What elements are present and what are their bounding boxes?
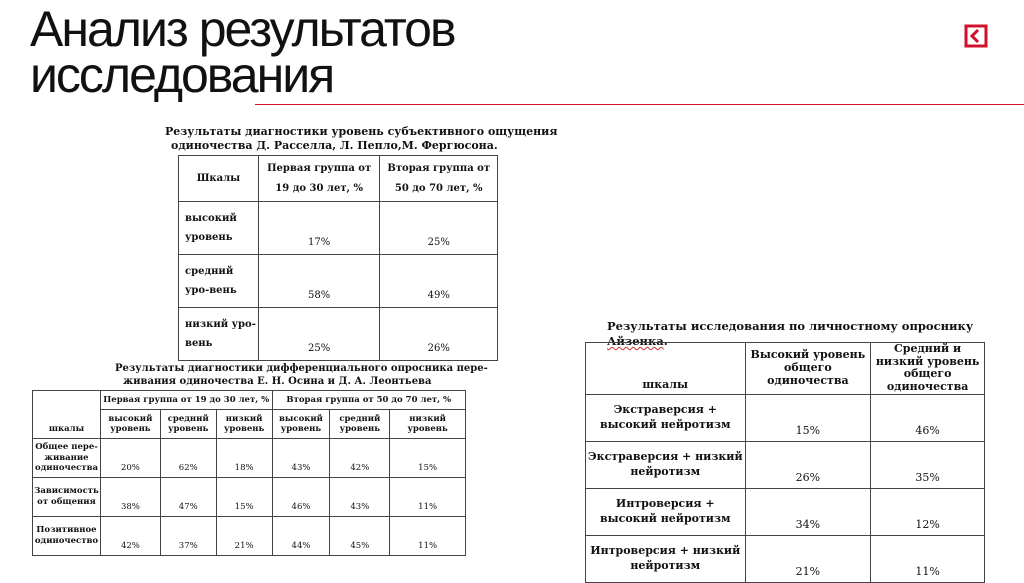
table2-cell: 43%	[272, 439, 330, 478]
table1-cell: 17%	[258, 202, 380, 255]
table3-cell: 46%	[871, 394, 985, 441]
table1-caption-line-2: одиночества Д. Расселла, Л. Пепло,М. Фергюсона.	[171, 139, 498, 153]
table3-caption-prefix: Результаты исследования по личностному опроснику	[607, 319, 974, 333]
table2-row-label: Общее пере-живание одиночества	[33, 439, 101, 478]
table1-row-label: низкий уро-вень	[179, 308, 259, 361]
table1-cell: 58%	[258, 255, 380, 308]
table2-row	[33, 478, 466, 517]
table1-header-scales: Шкалы	[179, 156, 259, 202]
table2-cell: 11%	[390, 517, 466, 556]
table3-row	[586, 441, 985, 488]
table1-header-row	[179, 156, 498, 202]
table2-caption-line-2: живания одиночества Е. Н. Осина и Д. А. Леонтьева	[123, 375, 432, 387]
table2-cell: 38%	[100, 478, 160, 517]
table-loneliness-russell	[178, 155, 498, 361]
table1-cell: 49%	[380, 255, 498, 308]
table2-cell: 45%	[330, 517, 390, 556]
table1-caption-line-1: Результаты диагностики уровень субъективного ощущения	[165, 125, 558, 138]
table2-subheader: средний уровень	[330, 410, 390, 439]
table3-header-medium-low: Средний и низкий уровень общего одиночества	[871, 343, 985, 395]
table3-cell: 21%	[745, 535, 871, 582]
table3-cell: 34%	[745, 488, 871, 535]
table2-caption-line-1: Результаты диагностики дифференциального опросника пере-	[115, 363, 488, 374]
table1-row	[179, 202, 498, 255]
table2-cell: 44%	[272, 517, 330, 556]
table2-cell: 37%	[160, 517, 216, 556]
table3-row-label: Экстраверсия + низкий нейротизм	[586, 441, 746, 488]
table2-cell: 42%	[100, 517, 160, 556]
table2-row	[33, 517, 466, 556]
table1-row-label: средний уро-вень	[179, 255, 259, 308]
table2-cell: 43%	[330, 478, 390, 517]
table3-caption-name: Айзенка	[607, 333, 664, 348]
table1-row	[179, 255, 498, 308]
table1-caption	[165, 125, 557, 154]
slide-title-line-1: Анализ результатов	[30, 1, 455, 57]
table2-header-scales: шкалы	[33, 391, 101, 439]
table2-cell: 18%	[216, 439, 272, 478]
table3-header-high: Высокий уровень общего одиночества	[745, 343, 871, 395]
table2-subheader: средний уровень	[160, 410, 216, 439]
table1-cell: 25%	[380, 202, 498, 255]
table3-header-scales: шкалы	[586, 343, 746, 395]
table2-subheader: высокий уровень	[272, 410, 330, 439]
title-divider	[255, 104, 1024, 105]
table1-cell: 26%	[380, 308, 498, 361]
table2-row-label: Позитивное одиночество	[33, 517, 101, 556]
table3-row	[586, 535, 985, 582]
table3-cell: 15%	[745, 394, 871, 441]
table1-row-label: высокий уровень	[179, 202, 259, 255]
table3-cell: 11%	[871, 535, 985, 582]
table1-cell: 25%	[258, 308, 380, 361]
table3-cell: 12%	[871, 488, 985, 535]
table3-row-label: Интроверсия + высокий нейротизм	[586, 488, 746, 535]
table2-subheader: низкий уровень	[216, 410, 272, 439]
table1-header-group1: Первая группа от 19 до 30 лет, %	[258, 156, 380, 202]
table2-cell: 11%	[390, 478, 466, 517]
table1-header-group2: Вторая группа от 50 до 70 лет, %	[380, 156, 498, 202]
table3-row-label: Экстраверсия + высокий нейротизм	[586, 394, 746, 441]
table2-cell: 20%	[100, 439, 160, 478]
table3-header-row	[586, 343, 985, 395]
table2-cell: 62%	[160, 439, 216, 478]
table2-subheader: низкий уровень	[390, 410, 466, 439]
table2-cell: 47%	[160, 478, 216, 517]
table3-cell: 26%	[745, 441, 871, 488]
slide-title-line-2: исследования	[30, 47, 334, 103]
table2-caption	[115, 363, 488, 388]
table3-row	[586, 488, 985, 535]
table2-row-label: Зависимость от общения	[33, 478, 101, 517]
back-button[interactable]	[964, 24, 988, 48]
table2-cell: 15%	[216, 478, 272, 517]
table-eysenck	[585, 342, 985, 583]
table2-cell: 21%	[216, 517, 272, 556]
table2-subheader: высокий уровень	[100, 410, 160, 439]
table2-cell: 42%	[330, 439, 390, 478]
table2-header-row	[33, 391, 466, 410]
table2-cell: 46%	[272, 478, 330, 517]
back-arrow-icon	[964, 24, 988, 48]
table2-cell: 15%	[390, 439, 466, 478]
table2-header-group2: Вторая группа от 50 до 70 лет, %	[272, 391, 465, 410]
slide-title	[30, 1, 455, 103]
table3-row	[586, 394, 985, 441]
table2-row	[33, 439, 466, 478]
table3-cell: 35%	[871, 441, 985, 488]
table1-row	[179, 308, 498, 361]
table-loneliness-osin	[32, 390, 466, 556]
table3-row-label: Интроверсия + низкий нейротизм	[586, 535, 746, 582]
table3-caption-suffix: .	[663, 333, 668, 348]
table2-header-group1: Первая группа от 19 до 30 лет, %	[100, 391, 272, 410]
